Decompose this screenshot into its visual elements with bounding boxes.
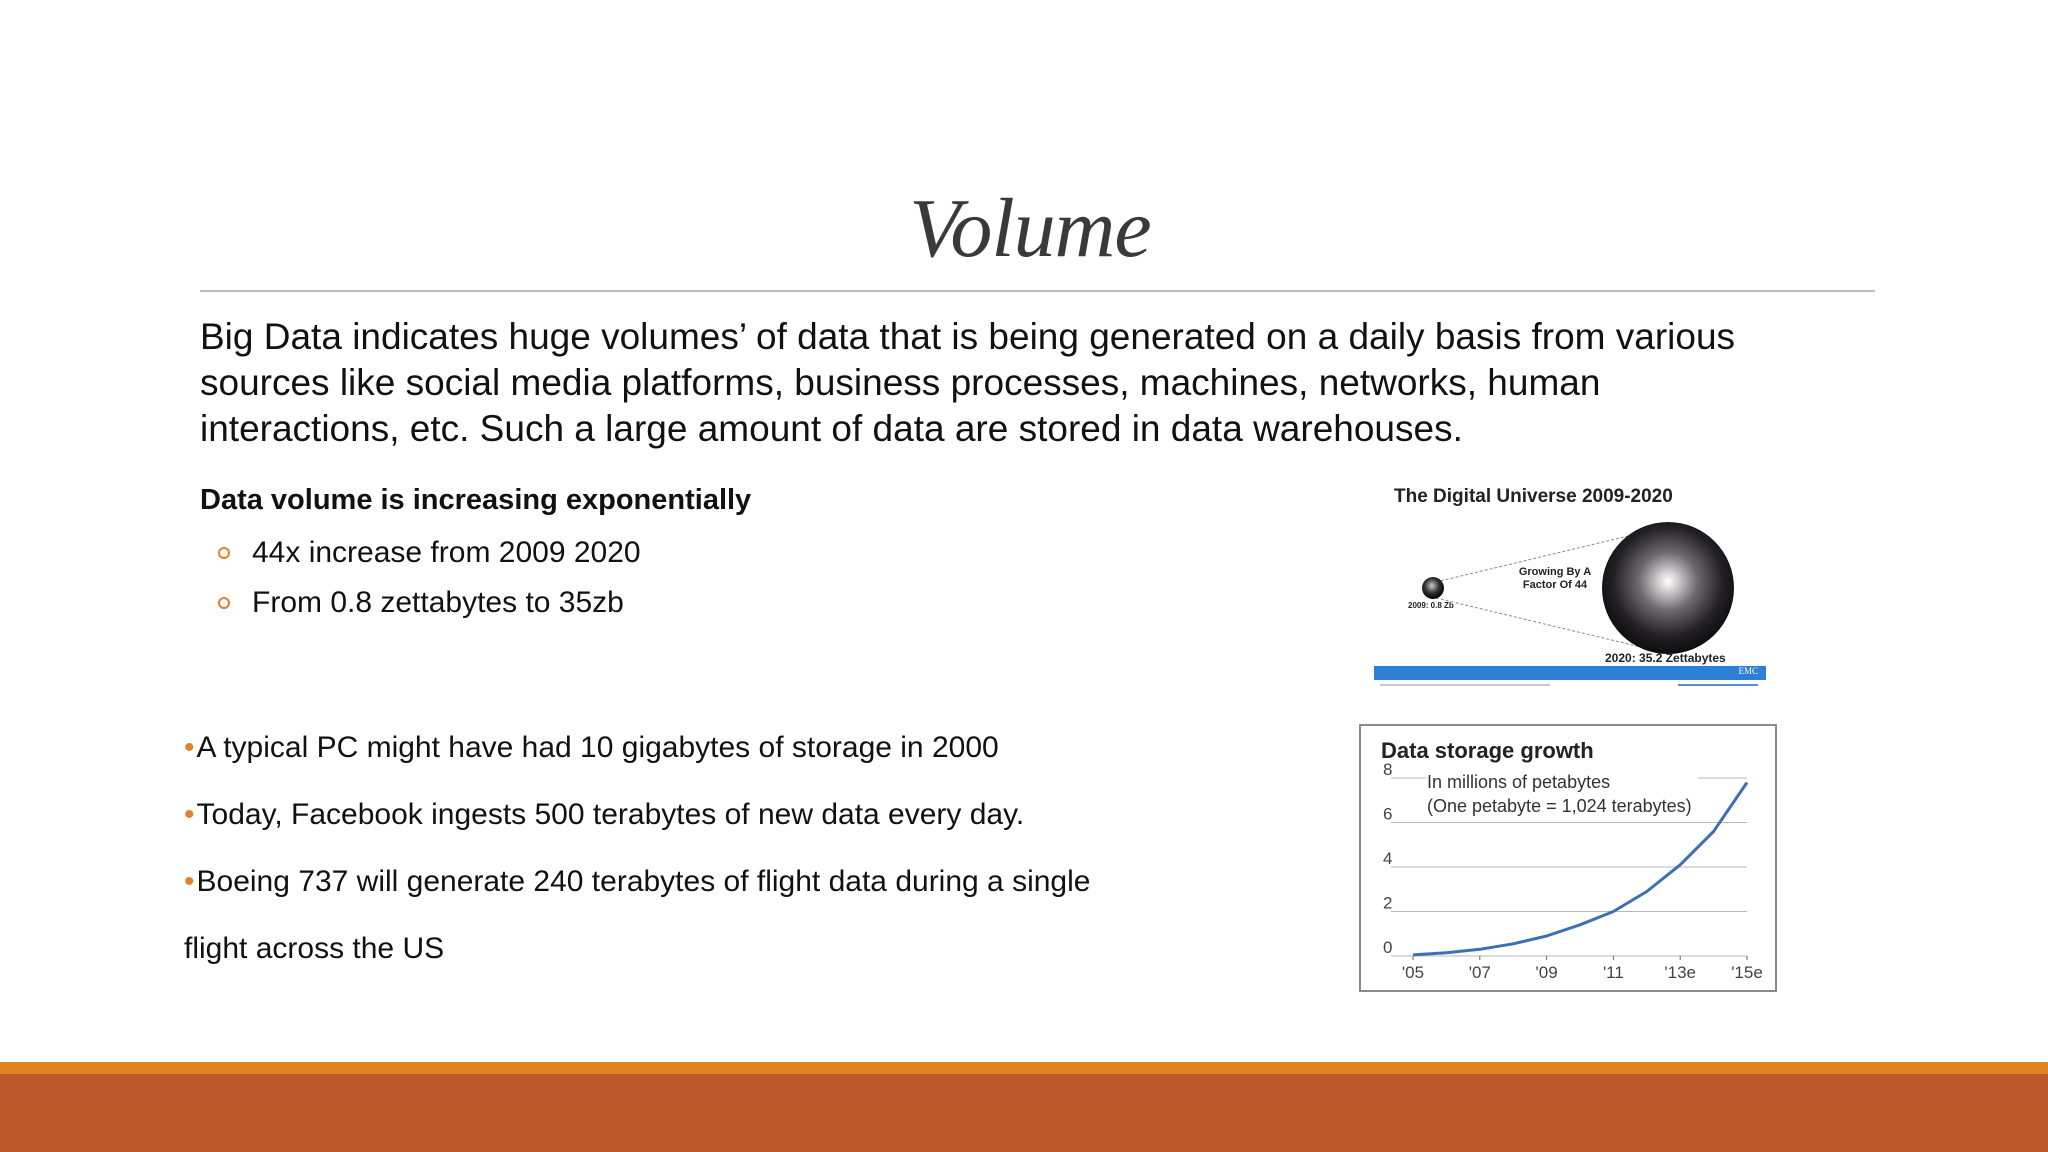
x-tick-label: '05 — [1401, 963, 1425, 982]
fact-bullet-text: Today, Facebook ingests 500 terabytes of new data every day. — [196, 797, 1025, 831]
digital-universe-figure — [1370, 486, 1770, 690]
slide-title: Volume — [909, 182, 1151, 275]
fact-bullet-item — [184, 714, 1090, 781]
chart-subtitle-line: (One petabyte = 1,024 terabytes) — [1427, 796, 1692, 816]
small-globe-icon — [1422, 577, 1444, 599]
bullet-dot-icon: • — [184, 864, 195, 898]
growth-factor-label: Growing By A Factor Of 44 — [1518, 566, 1592, 591]
fact-bullet-item — [184, 848, 1090, 915]
sub-bullet-text: 44x increase from 2009 2020 — [252, 536, 641, 569]
x-tick-label: '09 — [1535, 963, 1558, 982]
chart-title: Data storage growth — [1381, 738, 1594, 763]
sub-bullet-item — [218, 528, 641, 578]
intro-paragraph — [200, 314, 1840, 452]
year-2020-label: 2020: 35.2 Zettabytes — [1605, 651, 1726, 665]
x-tick-label: '13e — [1664, 963, 1697, 982]
brand-band — [1374, 666, 1766, 680]
intro-line: sources like social media platforms, business processes, machines, networks, human — [200, 362, 1601, 403]
fact-bullet-item — [184, 781, 1090, 848]
fact-bullet-text: A typical PC might have had 10 gigabytes of storage in 2000 — [196, 730, 999, 764]
x-tick-label: '15e — [1731, 963, 1763, 982]
section-heading: Data volume is increasing exponentially — [200, 484, 752, 516]
bullet-dot-icon: • — [184, 797, 195, 831]
ring-bullet-icon — [218, 547, 230, 559]
bullet-dot-icon: • — [184, 730, 195, 764]
source-note-line — [1678, 684, 1758, 686]
ring-bullet-icon — [218, 597, 230, 609]
intro-line: interactions, etc. Such a large amount of data are stored in data warehouses. — [200, 408, 1463, 449]
fact-bullet-text: Boeing 737 will generate 240 terabytes of flight data during a single — [196, 864, 1091, 898]
digital-universe-title: The Digital Universe 2009-2020 — [1394, 486, 1673, 507]
galaxy-globe-icon — [1602, 522, 1734, 654]
fact-bullet-list — [184, 714, 1090, 982]
sub-bullet-list — [218, 528, 641, 628]
chart-subtitle-line: In millions of petabytes — [1427, 772, 1611, 792]
title-divider — [200, 290, 1875, 292]
data-storage-chart — [1359, 724, 1777, 992]
x-tick-label: '07 — [1468, 963, 1491, 982]
y-tick-label: 8 — [1383, 760, 1393, 779]
storage-chart-svg — [1361, 726, 1775, 990]
brand-logo: EMC — [1738, 666, 1758, 676]
sub-bullet-text: From 0.8 zettabytes to 35zb — [252, 586, 624, 619]
sub-bullet-item — [218, 578, 641, 628]
intro-line: Big Data indicates huge volumes’ of data that is being generated on a daily basis from various — [200, 316, 1736, 357]
chart-subtitle — [1427, 770, 1698, 818]
y-tick-label: 0 — [1383, 938, 1393, 957]
footer-accent-bar — [0, 1062, 2048, 1074]
footer-bar — [0, 1074, 2048, 1152]
y-tick-label: 2 — [1383, 893, 1393, 913]
x-tick-label: '11 — [1602, 963, 1624, 982]
y-tick-label: 6 — [1383, 804, 1393, 824]
year-2009-label: 2009: 0.8 Zb — [1408, 601, 1454, 610]
y-tick-label: 4 — [1383, 849, 1393, 868]
source-note-line — [1380, 684, 1550, 686]
fact-bullet-continuation: flight across the US — [184, 931, 445, 965]
